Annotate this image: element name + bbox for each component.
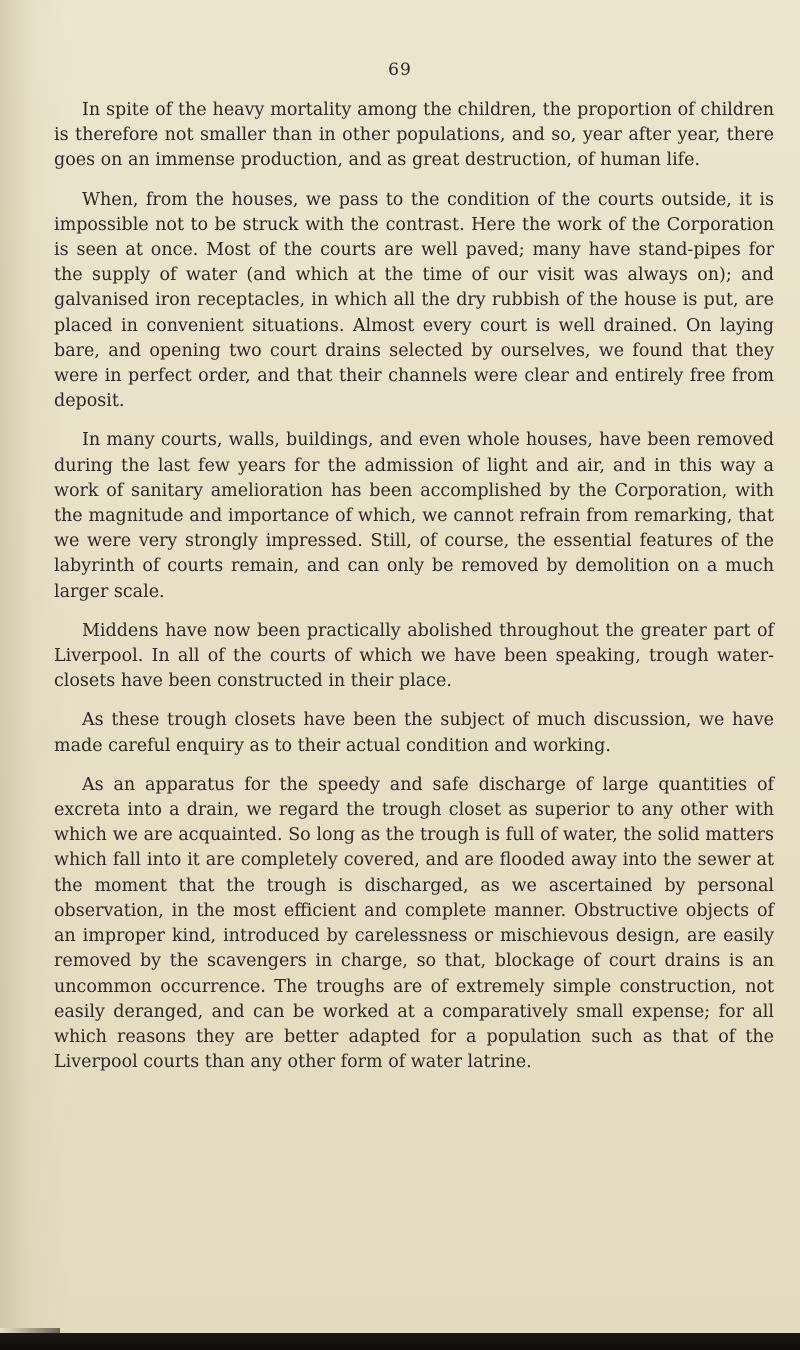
paragraph-2: When, from the houses, we pass to the condition of the courts outside, it is impossible not to be struck with the contrast. Here the work of the Corporation is seen at once. Most of the courts are well paved; many have stand-pipes for the supply of water (and which at the time of our visit was always on); and galvanised iron receptacles, in which all the dry rubbish of the house is put, are placed in convenient situations. Almost every court is well drained. On laying bare, and opening two court drains selected by ourselves, we found that they were in perfect order, and that their channels were clear and entirely free from deposit. bbox=[54, 189, 774, 412]
page-number: 69 bbox=[388, 60, 412, 80]
paragraph-3: In many courts, walls, buildings, and even whole houses, have been removed during the last few years for the admission of light and air, and in this way a work of sanitary amelioration has been accomplished by the Corporation, with the magnitude and importance of which, we cannot refrain from remarking, that we were very strongly impressed. Still, of course, the essential features of the labyrinth of courts remain, and can only be removed by demolition on a much larger scale. bbox=[54, 430, 774, 602]
paragraph-4: Middens have now been practically abolished throughout the greater part of Liverpool. In all of the courts of which we have been speaking, trough water-closets have been constructed in their place. bbox=[54, 620, 774, 692]
paragraph-6: As an apparatus for the speedy and safe discharge of large quantities of excreta into a drain, we regard the trough closet as superior to any other with which we are acquainted. So long as the trough is full of water, the solid matters which fall into it are completely covered, and are flooded away into the sewer at the moment that the trough is discharged, as we ascertained by personal observation, in the most efficient and complete manner. Obstructive objects of an improper kind, introduced by carelessness or mischievous design, are easily removed by the scavengers in charge, so that, blockage of court drains is an uncommon occurrence. The troughs are of extremely simple construction, not easily deranged, and can be worked at a comparatively small expense; for all which reasons they are better adapted for a population such as that of the Liverpool courts than any other form of water latrine. bbox=[54, 774, 774, 1073]
paragraph-1: In spite of the heavy mortality among the children, the proportion of children is therefore not smaller than in other populations, and so, year after year, there goes on an immense production, and as great destruction, of human life. bbox=[54, 100, 774, 171]
paragraph-5: As these trough closets have been the subject of much discussion, we have made careful enquiry as to their actual condition and working. bbox=[54, 710, 774, 756]
page-bottom-edge bbox=[0, 1333, 800, 1350]
body-text bbox=[54, 98, 774, 1089]
